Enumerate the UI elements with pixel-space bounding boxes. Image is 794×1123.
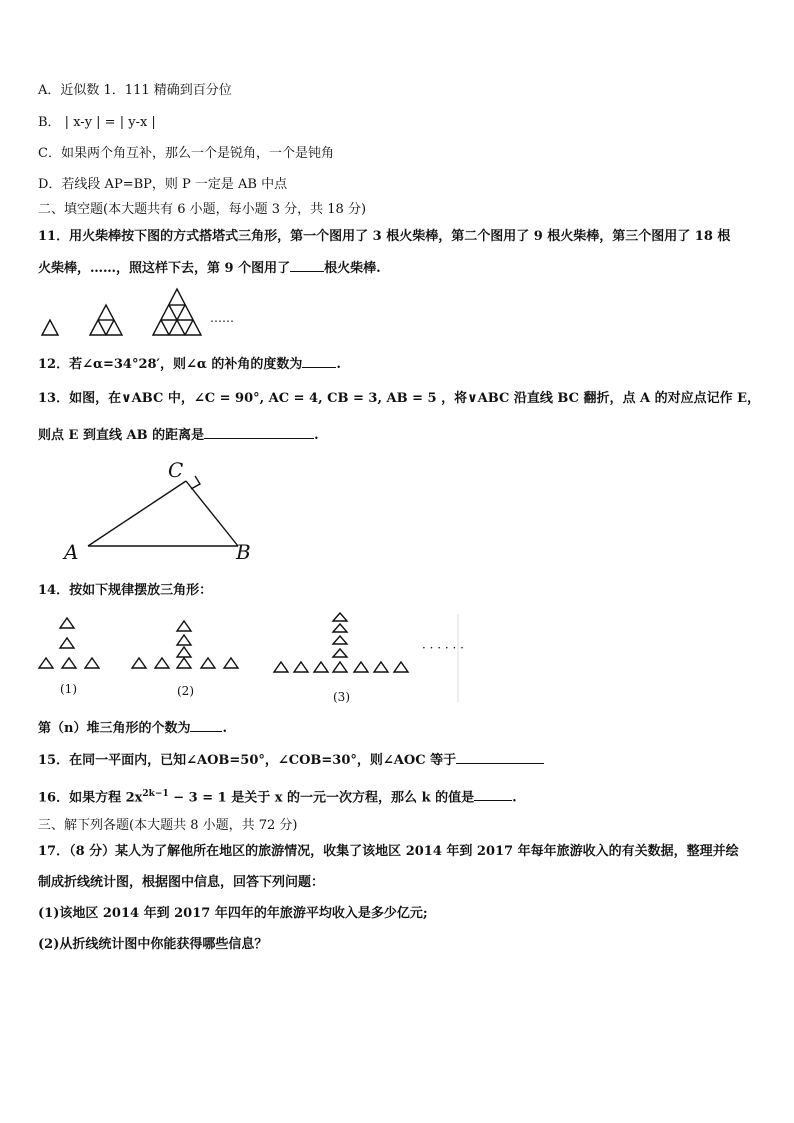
q12 xyxy=(38,354,341,374)
q12-answer-blank xyxy=(302,354,336,368)
q14-label-3: (3) xyxy=(333,690,350,704)
q14-stack-1 xyxy=(39,618,99,668)
section-heading-fill-in: 二、填空题(本大题共有 6 小题，每小题 3 分，共 18 分) xyxy=(38,202,367,217)
q11-text-b: 根火柴棒. xyxy=(324,261,381,276)
q14-stack-2 xyxy=(132,621,238,668)
q16-text-end: . xyxy=(512,790,517,806)
q14-answer-blank xyxy=(190,718,222,732)
q16 xyxy=(38,785,517,807)
q14-line1: 14．按如下规律摆放三角形： xyxy=(38,583,213,598)
side-cb xyxy=(186,481,238,546)
q11-line2 xyxy=(38,258,381,278)
q13-text: 则点 E 到直线 AB 的距离是 xyxy=(38,428,205,443)
option-d: D．若线段 AP=BP，则 P 一定是 AB 中点 xyxy=(38,177,288,192)
q15 xyxy=(38,750,544,770)
q14-stack-3 xyxy=(274,613,408,672)
q12-text: 12．若∠α=34°28′，则∠α 的补角的度数为 xyxy=(38,357,303,372)
q17-line2: 制成折线统计图，根据图中信息，回答下列问题： xyxy=(38,875,325,890)
q11-ellipsis: …… xyxy=(210,311,234,325)
q14-dots: · · · · · · xyxy=(422,641,464,655)
right-angle-mark xyxy=(191,476,200,489)
option-c: C．如果两个角互补，那么一个是锐角，一个是钝角 xyxy=(38,146,334,161)
section-heading-solve: 三、解下列各题(本大题共 8 小题，共 72 分) xyxy=(38,818,298,833)
option-a: A．近似数 1．111 精确到百分位 xyxy=(38,83,232,98)
q16-text-a: 16．如果方程 2x xyxy=(38,790,143,806)
q11-matchstick-figure xyxy=(38,285,288,345)
q11-tower-2 xyxy=(90,305,122,335)
q11-tower-1 xyxy=(42,320,58,335)
q13-line2 xyxy=(38,425,319,445)
q17-sub1: (1)该地区 2014 年到 2017 年四年的年旅游平均收入是多少亿元; xyxy=(38,906,428,921)
q11-line1: 11．用火柴棒按下图的方式搭塔式三角形，第一个图用了 3 根火柴棒，第二个图用了 9 根火柴棒，第三个图用了 18 根 xyxy=(38,229,731,244)
q13-triangle-figure xyxy=(58,455,288,565)
q14-label-2: (2) xyxy=(177,684,194,698)
q17-sub2: (2)从折线统计图中你能获得哪些信息？ xyxy=(38,937,268,952)
q13-answer-blank xyxy=(204,425,314,439)
label-a: A xyxy=(64,540,79,564)
q16-answer-blank xyxy=(474,787,512,801)
q14-line2 xyxy=(38,718,227,738)
q14-triangle-pattern xyxy=(30,612,464,707)
q17-line1: 17．（8 分）某人为了解他所在地区的旅游情况，收集了该地区 2014 年到 2017 年每年旅游收入的有关数据，整理并绘 xyxy=(38,844,739,859)
q15-answer-blank xyxy=(456,750,544,764)
q12-text-end: . xyxy=(336,357,341,372)
q14-text-end: . xyxy=(222,721,227,736)
q16-text-b: − 3 = 1 是关于 x 的一元一次方程，那么 k 的值是 xyxy=(168,790,475,806)
q11-text-a: 火柴棒，……，照这样下去，第 9 个图用了 xyxy=(38,261,291,276)
q13-text-end: . xyxy=(314,428,319,443)
q15-text: 15．在同一平面内，已知∠AOB=50°，∠COB=30°，则∠AOC 等于 xyxy=(38,753,457,768)
q16-exponent: 2k−1 xyxy=(142,789,169,799)
q11-tower-3 xyxy=(153,289,201,335)
q14-text: 第（n）堆三角形的个数为 xyxy=(38,721,191,736)
option-b: B． | x-y | = | y-x | xyxy=(38,115,156,130)
label-b: B xyxy=(236,540,251,564)
q14-label-1: (1) xyxy=(60,682,77,696)
q11-answer-blank xyxy=(290,258,324,272)
q13-line1: 13．如图，在∨ABC 中，∠C = 90°, AC = 4, CB = 3, AB = 5 ，将∨ABC 沿直线 BC 翻折，点 A 的对应点记作 E， xyxy=(38,391,761,406)
side-ac xyxy=(88,481,186,546)
label-c: C xyxy=(168,458,184,482)
